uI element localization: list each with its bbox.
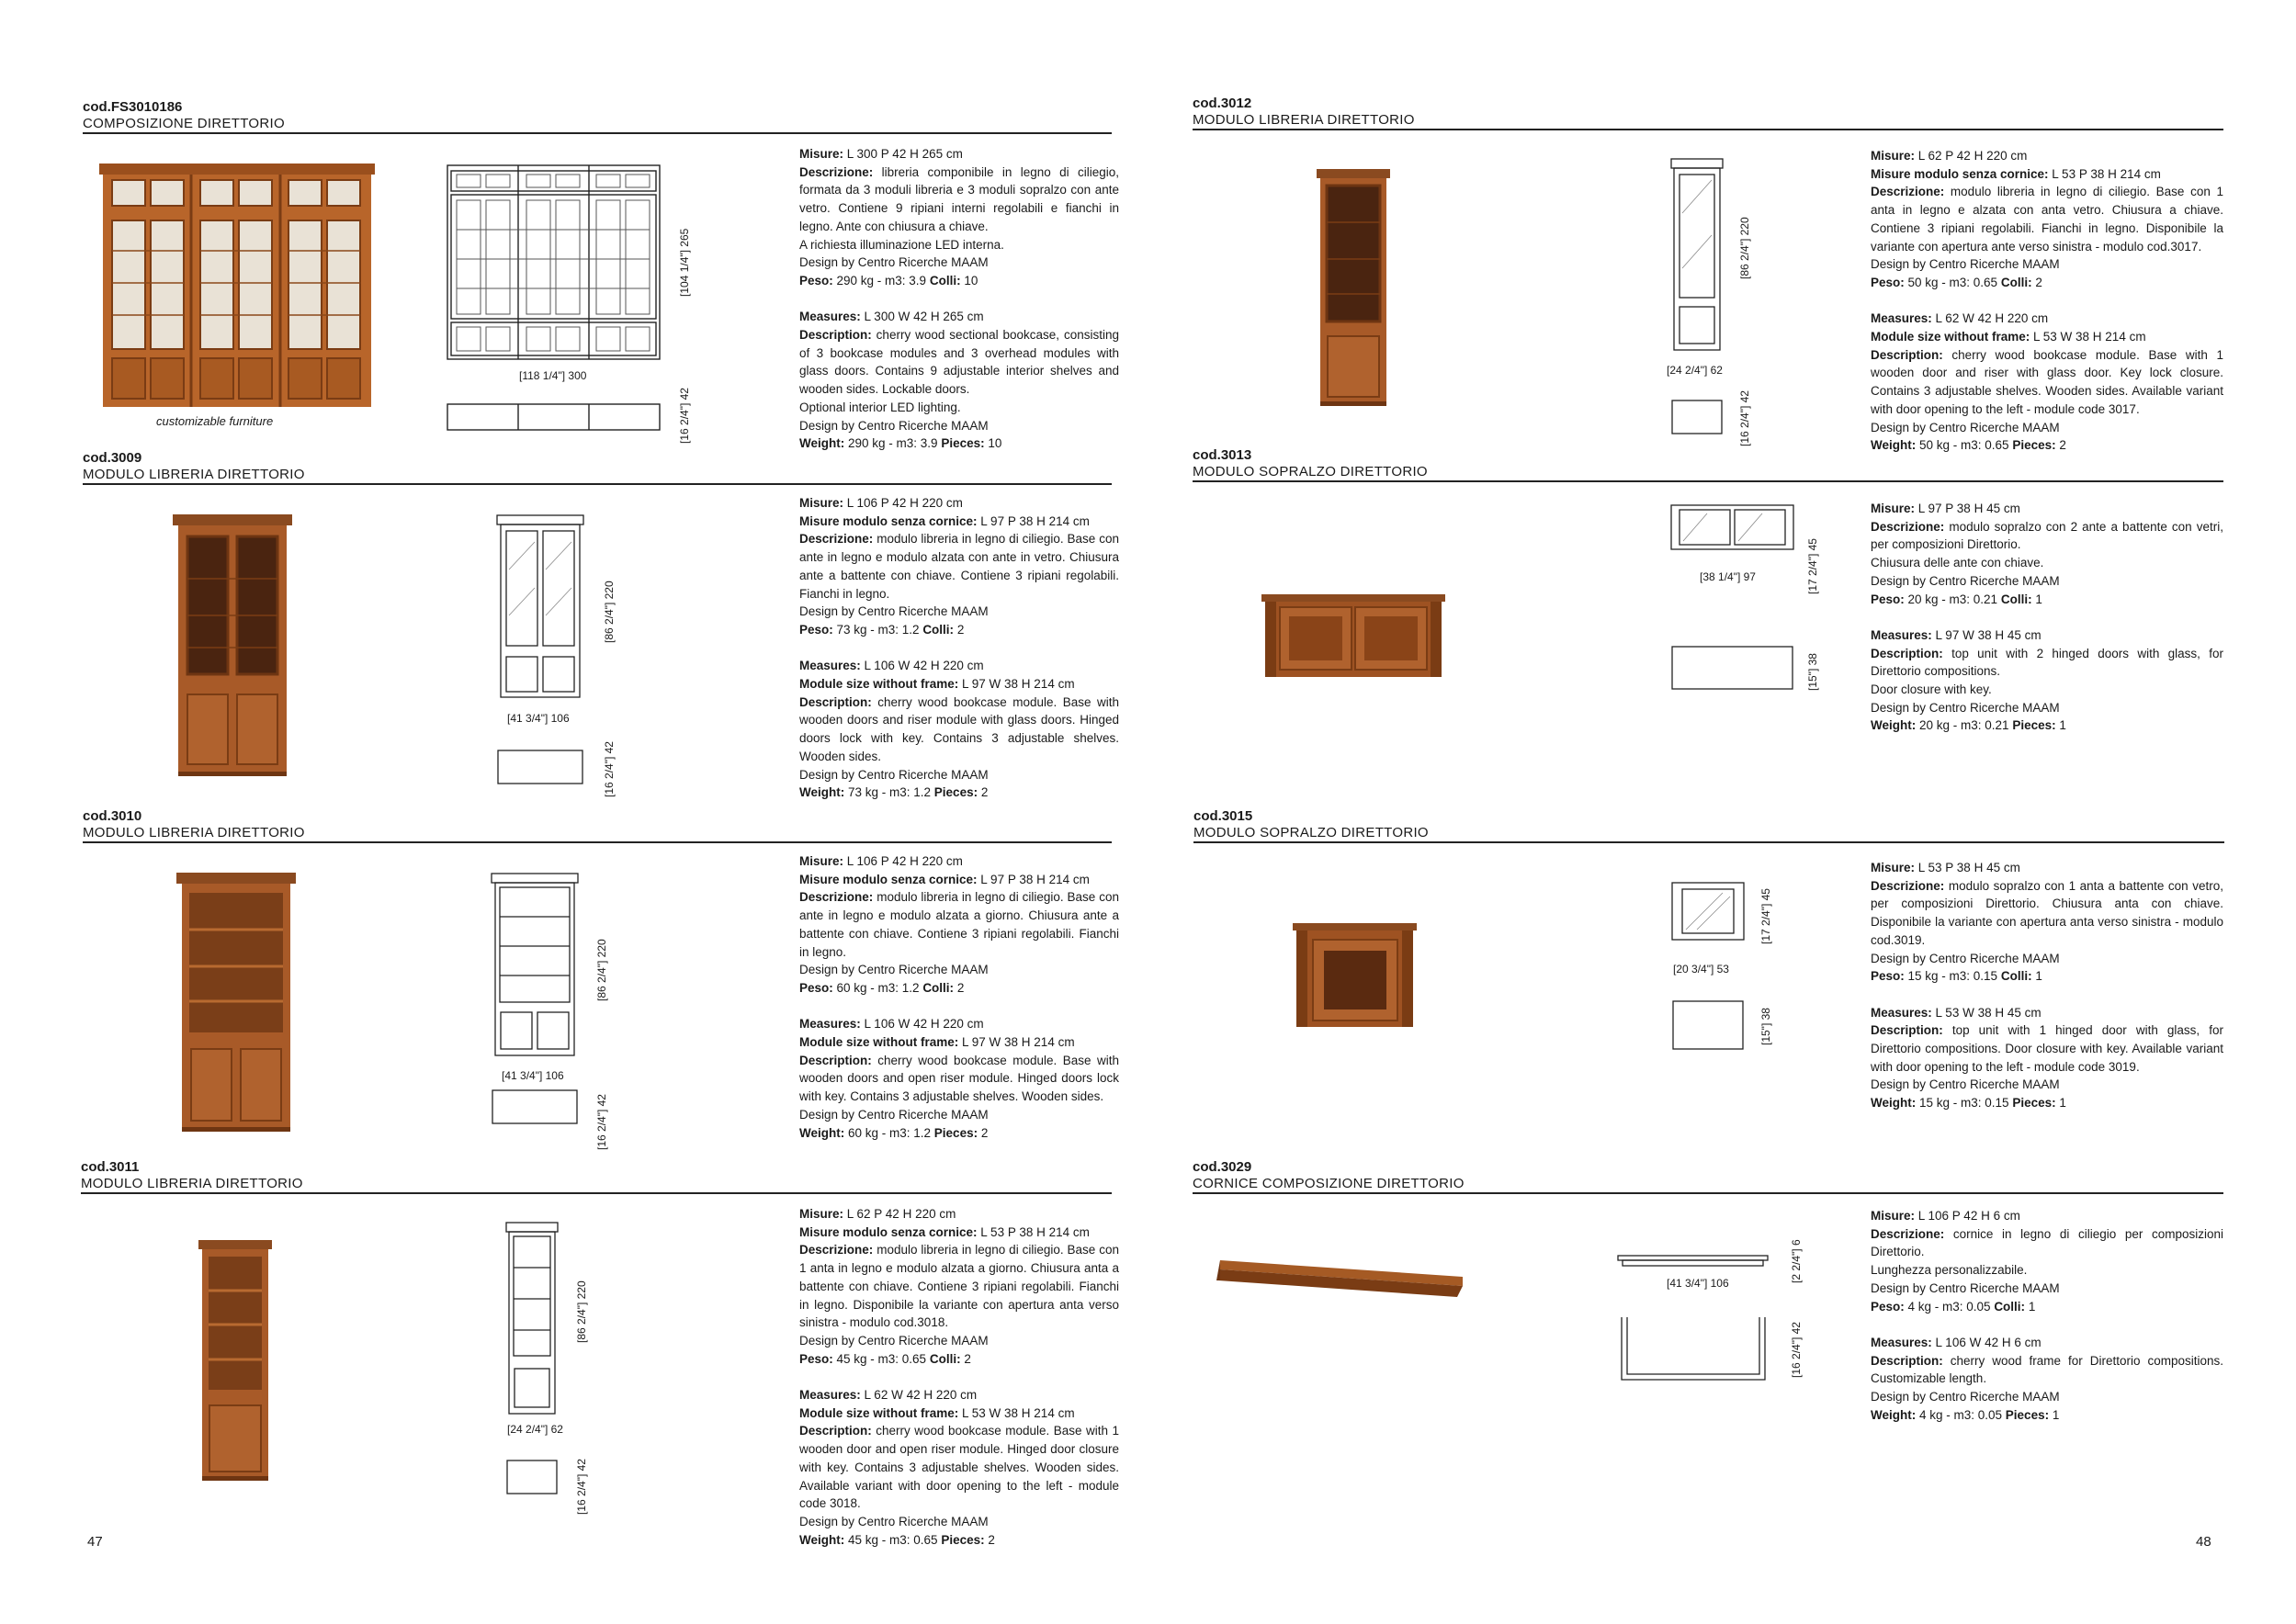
product-photo-narrow-bookcase xyxy=(198,1240,272,1481)
product-photo-narrow-bookcase-glass xyxy=(1317,169,1390,406)
technical-drawing-top xyxy=(505,1459,559,1495)
technical-drawing-front xyxy=(505,1222,559,1415)
dimension-width: [118 1/4"] 300 xyxy=(519,369,587,382)
english-block: Measures: L 53 W 38 H 45 cm Description: top unit with 1 hinged door with glass, for Direttorio compositions. Door closure with key. Available variant with door opening to the left - module code 3019. Design by Centro Ricerche MAAM Weight: 15 kg - m3: 0.15 Pieces: 1 xyxy=(1871,1005,2223,1111)
section-header xyxy=(83,450,1112,485)
dimension-height: [86 2/4"] 220 xyxy=(603,581,616,643)
english-block: Measures: L 106 W 42 H 220 cm Module size without frame: L 97 W 38 H 214 cm Description: cherry wood bookcase module. Base with wooden doors and open riser module. Hinged doors lock with key. Contains 3 adjustable shelves. Wooden sides. Design by Centro Ricerche MAAM Weight: 60 kg - m3: 1.2 Pieces: 2 xyxy=(799,1017,1119,1140)
product-name: COMPOSIZIONE DIRETTORIO xyxy=(83,116,285,131)
technical-drawing-front xyxy=(446,164,662,361)
italian-block: Misure: L 106 P 42 H 220 cm Misure modulo senza cornice: L 97 P 38 H 214 cm Descrizione: modulo libreria in legno di ciliegio. Base con ante in legno e modulo alzata con ante in vetro. Chiusura ante a battente con chiave. Contiene 3 ripiani regolabili. Fianchi in legno. Design by Centro Ricerche MAAM Peso: 73 kg - m3: 1.2 Colli: 2 xyxy=(799,496,1119,637)
dimension-width: [41 3/4"] 106 xyxy=(1667,1277,1729,1290)
technical-drawing-front xyxy=(1617,1255,1769,1268)
section-header xyxy=(81,1159,1112,1194)
technical-drawing-top xyxy=(496,749,584,785)
product-name: MODULO SOPRALZO DIRETTORIO xyxy=(1193,464,1428,479)
technical-drawing-front xyxy=(496,514,584,698)
italian-block: Misure: L 300 P 42 H 265 cm Descrizione: libreria componibile in legno di ciliegio, formata da 3 moduli libreria e 3 moduli sopralzo con ante vetro. Contiene 9 ripiani interni regolabili e fianchi in legno. Ante con chiusura a chiave. A richiesta illuminazione LED interna. Design by Centro Ricerche MAAM Peso: 290 kg - m3: 3.9 Colli: 10 xyxy=(799,147,1119,288)
dimension-depth: [15"] 38 xyxy=(1759,1008,1772,1045)
dimension-depth: [15"] 38 xyxy=(1806,653,1819,691)
dimension-depth: [16 2/4"] 42 xyxy=(678,388,691,444)
product-name: MODULO LIBRERIA DIRETTORIO xyxy=(83,467,305,482)
english-block: Measures: L 106 W 42 H 220 cm Module size without frame: L 97 W 38 H 214 cm Description: cherry wood bookcase module. Base with wooden doors and riser module with glass doors. Hinged doors lock with key. Contains 3 adjustable shelves. Wooden sides. Design by Centro Ricerche MAAM Weight: 73 kg - m3: 1.2 Pieces: 2 xyxy=(799,659,1119,800)
product-photo-bookcase-open xyxy=(176,873,296,1132)
right-page xyxy=(1148,0,2296,1624)
product-code: cod.3009 xyxy=(83,450,142,466)
product-code: cod.3010 xyxy=(83,808,142,824)
section-header xyxy=(1193,808,2224,843)
italian-block: Misure: L 62 P 42 H 220 cm Misure modulo senza cornice: L 53 P 38 H 214 cm Descrizione: modulo libreria in legno di ciliegio. Base con 1 anta in legno e alzata con anta vetro. Chiusura a chiave. Contiene 3 ripiani regolabili. Fianchi in legno. Disponibile la variante con apertura ante verso sinistra - modulo cod.3017. Design by Centro Ricerche MAAM Peso: 50 kg - m3: 0.65 Colli: 2 xyxy=(1871,149,2223,289)
dimension-width: [38 1/4"] 97 xyxy=(1700,570,1756,583)
technical-drawing-top xyxy=(446,402,662,432)
dimension-height: [86 2/4"] 220 xyxy=(575,1280,588,1343)
product-photo-top-unit-double xyxy=(1261,594,1445,679)
section-header xyxy=(1193,96,2223,130)
product-code: cod.FS3010186 xyxy=(83,99,183,115)
description-text xyxy=(799,145,1119,453)
description-text xyxy=(799,852,1119,1142)
technical-drawing-front xyxy=(1671,882,1745,941)
technical-drawing-top xyxy=(1670,399,1724,435)
product-name: MODULO LIBRERIA DIRETTORIO xyxy=(83,825,305,840)
product-code: cod.3013 xyxy=(1193,447,1252,463)
product-code: cod.3015 xyxy=(1193,808,1253,824)
technical-drawing-front xyxy=(1670,158,1724,351)
product-fs3010186 xyxy=(83,99,1119,457)
dimension-depth: [16 2/4"] 42 xyxy=(575,1459,588,1515)
dimension-depth: [16 2/4"] 42 xyxy=(1738,390,1751,446)
dimension-height: [17 2/4"] 45 xyxy=(1806,538,1819,594)
product-name: CORNICE COMPOSIZIONE DIRETTORIO xyxy=(1193,1176,1465,1191)
product-code: cod.3012 xyxy=(1193,96,1252,111)
product-3015 xyxy=(1193,808,2224,1167)
italian-block: Misure: L 106 P 42 H 220 cm Misure modulo senza cornice: L 97 P 38 H 214 cm Descrizione: modulo libreria in legno di ciliegio. Base con ante in legno e modulo alzata a giorno. Chiusura ante a battente con chiave. Contiene 3 ripiani regolabili. Fianchi in legno. Design by Centro Ricerche MAAM Peso: 60 kg - m3: 1.2 Colli: 2 xyxy=(799,854,1119,995)
english-block: Measures: L 97 W 38 H 45 cm Description: top unit with 2 hinged doors with glass, for Direttorio compositions. Door closure with key. Design by Centro Ricerche MAAM Weight: 20 kg - m3: 0.21 Pieces: 1 xyxy=(1871,627,2223,733)
italian-block: Misure: L 106 P 42 H 6 cm Descrizione: cornice in legno di ciliegio per composizioni Direttorio. Lunghezza personalizzabile. Design by Centro Ricerche MAAM Peso: 4 kg - m3: 0.05 Colli: 1 xyxy=(1871,1209,2223,1314)
description-text xyxy=(1871,1207,2223,1424)
technical-drawing-front xyxy=(1670,504,1794,550)
italian-block: Misure: L 53 P 38 H 45 cm Descrizione: modulo sopralzo con 1 anta a battente con vetro, per composizioni Direttorio. Chiusura anta con chiave. Disponibile la variante con apertura anta verso sinistra - modulo cod.3019. Design by Centro Ricerche MAAM Peso: 15 kg - m3: 0.15 Colli: 1 xyxy=(1871,861,2223,984)
description-text xyxy=(1871,859,2223,1112)
dimension-height: [104 1/4"] 265 xyxy=(678,228,691,297)
product-3013 xyxy=(1193,447,2223,806)
section-header xyxy=(83,99,1112,134)
product-photo-top-unit-single xyxy=(1293,923,1417,1029)
product-name: MODULO LIBRERIA DIRETTORIO xyxy=(1193,112,1415,128)
italian-block: Misure: L 97 P 38 H 45 cm Descrizione: modulo sopralzo con 2 ante a battente con vetri, per composizioni Direttorio. Chiusura delle ante con chiave. Design by Centro Ricerche MAAM Peso: 20 kg - m3: 0.21 Colli: 1 xyxy=(1871,502,2223,606)
dimension-width: [24 2/4"] 62 xyxy=(507,1423,563,1436)
technical-drawing-top xyxy=(1620,1315,1767,1382)
product-name: MODULO LIBRERIA DIRETTORIO xyxy=(81,1176,303,1191)
product-name: MODULO SOPRALZO DIRETTORIO xyxy=(1193,825,1429,840)
product-3009 xyxy=(83,450,1119,808)
dimension-depth: [16 2/4"] 42 xyxy=(1790,1322,1803,1378)
english-block: Measures: L 62 W 42 H 220 cm Module size without frame: L 53 W 38 H 214 cm Description: cherry wood bookcase module. Base with 1 wooden door and open riser module. Hinged door closure with key. Contains 3 adjustable shelves. Wooden sides. Available variant with door opening to the left - module code 3018. Design by Centro Ricerche MAAM Weight: 45 kg - m3: 0.65 Pieces: 2 xyxy=(799,1388,1119,1547)
product-3011 xyxy=(81,1159,1119,1582)
dimension-height: [17 2/4"] 45 xyxy=(1759,888,1772,944)
english-block: Measures: L 106 W 42 H 6 cm Description: cherry wood frame for Direttorio compositions. Customizable length. Design by Centro Ricerche MAAM Weight: 4 kg - m3: 0.05 Pieces: 1 xyxy=(1871,1335,2223,1422)
section-header xyxy=(83,808,1112,843)
english-block: Measures: L 62 W 42 H 220 cm Module size without frame: L 53 W 38 H 214 cm Description: cherry wood bookcase module. Base with 1 wooden door and riser with glass door. Key lock closure. Contains 3 adjustable shelves. Wooden sides. Available variant with door opening to the left - module code 3017. Design by Centro Ricerche MAAM Weight: 50 kg - m3: 0.65 Pieces: 2 xyxy=(1871,311,2223,453)
product-3010 xyxy=(83,808,1119,1167)
caption-customizable: customizable furniture xyxy=(156,414,274,428)
section-header xyxy=(1193,447,2223,482)
dimension-width: [41 3/4"] 106 xyxy=(507,712,570,725)
description-text xyxy=(1871,147,2223,455)
product-3029 xyxy=(1193,1159,2223,1435)
page-number: 48 xyxy=(2196,1534,2211,1550)
dimension-height: [86 2/4"] 220 xyxy=(595,939,608,1001)
dimension-width: [41 3/4"] 106 xyxy=(502,1069,564,1082)
product-photo-cornice xyxy=(1216,1258,1466,1301)
technical-drawing-front xyxy=(491,873,579,1056)
product-code: cod.3029 xyxy=(1193,1159,1252,1175)
dimension-width: [20 3/4"] 53 xyxy=(1673,963,1729,976)
description-text xyxy=(1871,500,2223,735)
product-photo-composition xyxy=(99,164,375,407)
section-header xyxy=(1193,1159,2223,1194)
page-number: 47 xyxy=(87,1534,103,1550)
dimension-width: [24 2/4"] 62 xyxy=(1667,364,1723,377)
dimension-depth: [16 2/4"] 42 xyxy=(603,741,616,797)
dimension-height: [2 2/4"] 6 xyxy=(1790,1239,1803,1283)
technical-drawing-top xyxy=(1670,645,1794,691)
italian-block: Misure: L 62 P 42 H 220 cm Misure modulo senza cornice: L 53 P 38 H 214 cm Descrizione: modulo libreria in legno di ciliegio. Base con 1 anta in legno e modulo alzata a giorno. Chiusura anta a battente con chiave. Contiene 3 ripiani regolabili. Fianchi in legno. Disponibile la variante con apertura anta verso sinistra - modulo cod.3018. Design by Centro Ricerche MAAM Peso: 45 kg - m3: 0.65 Colli: 2 xyxy=(799,1207,1119,1366)
technical-drawing-top xyxy=(491,1088,579,1125)
product-photo-bookcase xyxy=(173,514,292,776)
dimension-depth: [16 2/4"] 42 xyxy=(595,1094,608,1150)
product-3012 xyxy=(1193,96,2223,454)
description-text xyxy=(799,1205,1119,1549)
technical-drawing-top xyxy=(1671,999,1745,1051)
dimension-height: [86 2/4"] 220 xyxy=(1738,217,1751,279)
description-text xyxy=(799,494,1119,802)
english-block: Measures: L 300 W 42 H 265 cm Description: cherry wood sectional bookcase, consisting of 3 bookcase modules and 3 overhead modules with glass doors. Contains 9 adjustable interior shelves and wooden sides. Lockable doors. Optional interior LED lighting. Design by Centro Ricerche MAAM Weight: 290 kg - m3: 3.9 Pieces: 10 xyxy=(799,310,1119,451)
product-code: cod.3011 xyxy=(81,1159,140,1175)
